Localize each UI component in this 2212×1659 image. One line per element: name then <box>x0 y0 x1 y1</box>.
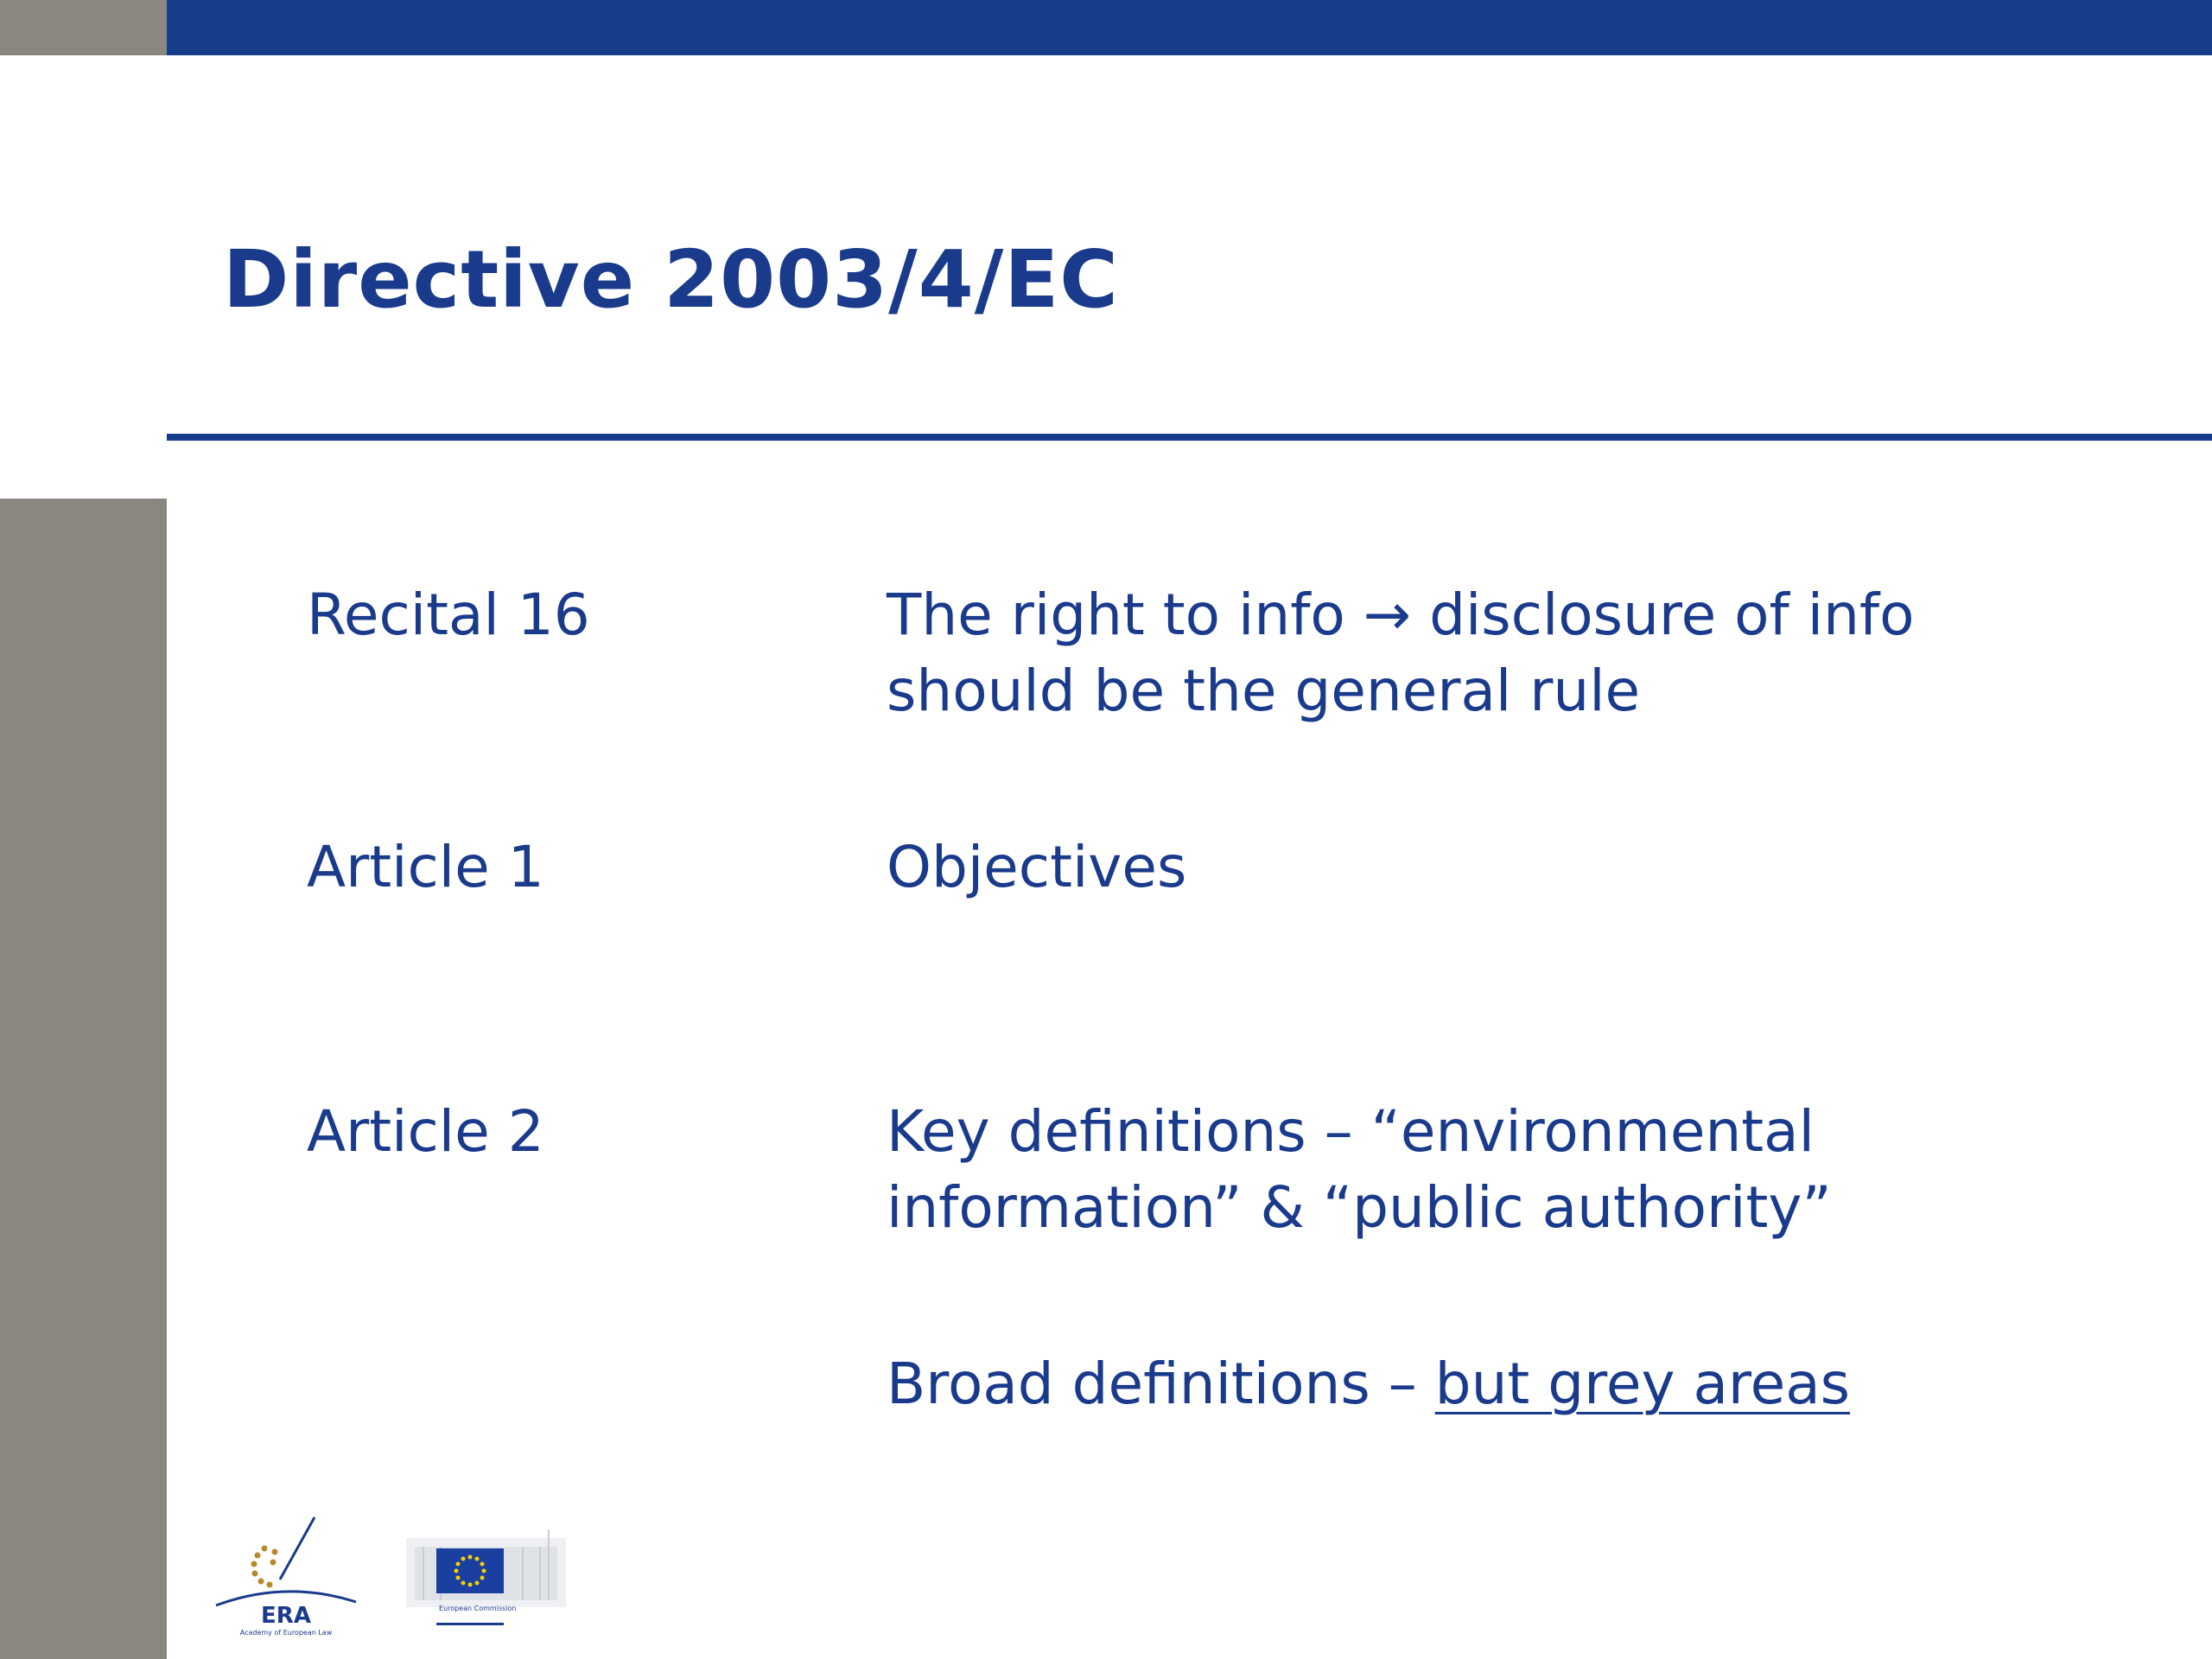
side-gray-band <box>0 499 167 1659</box>
top-gray-band <box>0 0 167 55</box>
row-text-line: information” & “public authority” <box>887 1174 1832 1241</box>
era-logo-name: ERA <box>261 1603 311 1629</box>
era-logo-subtitle: Academy of European Law <box>239 1629 333 1637</box>
title-divider <box>167 434 2212 441</box>
row-text-line: should be the general rule <box>887 658 1641 724</box>
broad-definitions-text: Broad definitions – <box>887 1351 1435 1417</box>
european-commission-logo <box>406 1521 566 1633</box>
row-text-article-1 <box>887 830 2096 906</box>
row-label-article-1: Article 1 <box>307 834 544 900</box>
row-label-article-2: Article 2 <box>307 1098 544 1165</box>
era-logo <box>213 1512 359 1637</box>
ec-logo-name: European Commission <box>439 1605 517 1612</box>
slide-title: Directive 2003/4/EC <box>223 233 1119 326</box>
row-label-recital-16: Recital 16 <box>307 582 590 648</box>
row-text-line: Objectives <box>887 834 1187 900</box>
grey-areas-underlined: but grey areas <box>1434 1351 1851 1417</box>
row-text-line: Key definitions – “environmental <box>887 1098 1815 1165</box>
row-text-broad-definitions <box>887 1346 2096 1422</box>
row-text-article-2 <box>887 1094 2096 1246</box>
era-stars-icon <box>251 1546 278 1588</box>
row-text-line <box>887 1346 2096 1422</box>
row-text-recital-16 <box>887 577 2096 729</box>
top-blue-band <box>167 0 2212 55</box>
row-text-line: The right to info → disclosure of info <box>887 582 1915 648</box>
